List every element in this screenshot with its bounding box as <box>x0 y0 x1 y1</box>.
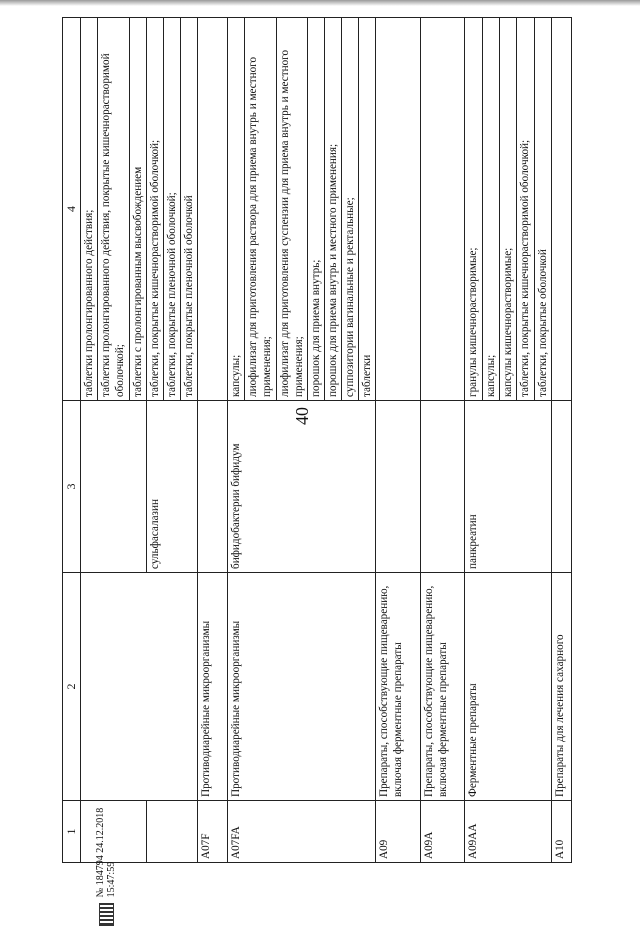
scan-edge <box>0 0 640 6</box>
dosage-form-cell: таблетки <box>359 18 376 401</box>
document-stamp <box>96 796 116 926</box>
table-row <box>420 18 464 863</box>
dosage-form-cell: лиофилизат для приготовления раствора для приема внутрь и местного применения; <box>245 18 276 401</box>
inn-cell: сульфасалазин <box>146 401 197 573</box>
dosage-form-cell: таблетки пролонгированного действия; <box>81 18 98 401</box>
inn-cell <box>198 401 228 573</box>
inn-cell: бифидобактерии бифидум <box>228 401 376 573</box>
group-name-cell: Противодиарейные микроорганизмы <box>198 573 228 801</box>
table-row <box>376 18 420 863</box>
atc-code-cell <box>146 801 197 863</box>
dosage-form-cell: таблетки, покрытые пленочной оболочкой; <box>163 18 180 401</box>
table-row <box>465 18 483 863</box>
dosage-form-cell: таблетки с пролонгированным высвобождением <box>129 18 146 401</box>
dosage-form-cell <box>198 18 228 401</box>
rotated-page-content <box>62 18 572 863</box>
atc-code-cell: A09AA <box>465 801 552 863</box>
dosage-form-cell: таблетки, покрытые кишечнорастворимой оболочкой; <box>146 18 163 401</box>
drug-registry-table <box>62 17 572 863</box>
column-header: 2 <box>63 573 81 801</box>
dosage-form-cell: суппозитории вагинальные и ректальные; <box>342 18 359 401</box>
dosage-form-cell: капсулы; <box>228 18 245 401</box>
stamp-logo-icon <box>99 903 114 926</box>
group-name-cell: Противодиарейные микроорганизмы <box>228 573 376 801</box>
dosage-form-cell: таблетки пролонгированного действия, покрытые кишечнорастворимой оболочкой; <box>98 18 129 401</box>
dosage-form-cell: порошок для приема внутрь и местного применения; <box>324 18 341 401</box>
table-header-row <box>63 18 81 863</box>
dosage-form-cell <box>420 18 464 401</box>
atc-code-cell: A09 <box>376 801 420 863</box>
inn-cell <box>376 401 420 573</box>
page-number: 40 <box>292 407 312 425</box>
atc-code-cell: A07F <box>198 801 228 863</box>
table-row <box>228 18 245 863</box>
column-header: 1 <box>63 801 81 863</box>
group-name-cell: Препараты, способствующие пищеварению, включая ферментные препараты <box>420 573 464 801</box>
dosage-form-cell <box>551 18 571 401</box>
dosage-form-cell: гранулы кишечнорастворимые; <box>465 18 483 401</box>
inn-cell: панкреатин <box>465 401 552 573</box>
dosage-form-cell: лиофилизат для приготовления суспензии для приема внутрь и местного применения; <box>276 18 307 401</box>
dosage-form-cell: таблетки, покрытые кишечнорастворимой оболочкой; <box>517 18 534 401</box>
table-row <box>198 18 228 863</box>
inn-cell <box>81 401 146 573</box>
dosage-form-cell: капсулы; <box>483 18 500 401</box>
atc-code-cell: A09A <box>420 801 464 863</box>
column-header: 3 <box>63 401 81 573</box>
column-header: 4 <box>63 18 81 401</box>
table-row <box>551 18 571 863</box>
table-row <box>81 18 98 863</box>
dosage-form-cell: таблетки, покрытые пленочной оболочкой <box>180 18 197 401</box>
inn-cell <box>551 401 571 573</box>
group-name-cell: Препараты, способствующие пищеварению, включая ферментные препараты <box>376 573 420 801</box>
atc-code-cell: A07FA <box>228 801 376 863</box>
stamp-text: № 184794 24.12.2018 15:47:59 <box>95 807 117 898</box>
group-name-cell: Препараты для лечения сахарного <box>551 573 571 801</box>
group-name-cell <box>81 573 198 801</box>
dosage-form-cell: капсулы кишечнорастворимые; <box>500 18 517 401</box>
group-name-cell: Ферментные препараты <box>465 573 552 801</box>
inn-cell <box>420 401 464 573</box>
atc-code-cell: A10 <box>551 801 571 863</box>
dosage-form-cell: порошок для приема внутрь; <box>307 18 324 401</box>
dosage-form-cell: таблетки, покрытые оболочкой <box>534 18 551 401</box>
dosage-form-cell <box>376 18 420 401</box>
